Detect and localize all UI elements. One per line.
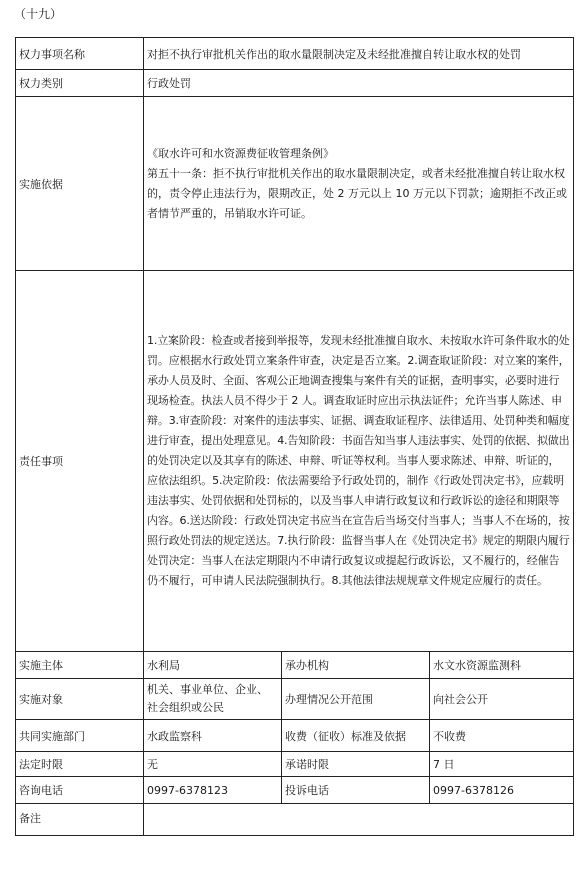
power-category-label: 权力类别 [16,70,144,97]
row-target [16,679,574,720]
consult-phone-label: 咨询电话 [16,777,144,804]
promise-limit-value: 7 日 [430,752,574,777]
power-item-value: 对拒不执行审批机关作出的取水量限制决定及未经批准擅自转让取水权的处罚 [144,38,574,70]
power-category-value: 行政处罚 [144,70,574,97]
row-phone [16,777,574,804]
entity-value: 水利局 [144,652,282,679]
row-remarks [16,804,574,836]
row-joint-dept [16,720,574,752]
row-basis [16,97,574,271]
handling-agency-label: 承办机构 [282,652,430,679]
joint-dept-label: 共同实施部门 [16,720,144,752]
remarks-label: 备注 [16,804,144,836]
basis-article-text: 第五十一条：拒不执行审批机关作出的取水量限制决定，或者未经批准擅自转让取水权的，责令停止违法行为，限期改正，处 2 万元以上 10 万元以下罚款；逾期拒不改正或者情节严重的，吊销取水许可证。 [147,166,567,220]
basis-regulation-title: 《取水许可和水资源费征收管理条例》 [147,146,334,160]
row-power-category [16,70,574,97]
basis-cell [144,97,574,271]
row-legal-limit [16,752,574,777]
joint-dept-value: 水政监察科 [144,720,282,752]
fee-standard-label: 收费（征收）标准及依据 [282,720,430,752]
entity-label: 实施主体 [16,652,144,679]
row-power-item [16,38,574,70]
handling-agency-value: 水文水资源监测科 [430,652,574,679]
legal-limit-label: 法定时限 [16,752,144,777]
responsibility-label: 责任事项 [16,271,144,652]
disclosure-scope-label: 办理情况公开范围 [282,679,430,720]
target-label: 实施对象 [16,679,144,720]
legal-limit-value: 无 [144,752,282,777]
consult-phone-value: 0997-6378123 [144,777,282,804]
basis-label: 实施依据 [16,97,144,271]
complaint-phone-value: 0997-6378126 [430,777,574,804]
target-value: 机关、事业单位、企业、社会组织或公民 [144,679,282,720]
row-entity [16,652,574,679]
fee-standard-value: 不收费 [430,720,574,752]
responsibility-text: 1.立案阶段：检查或者接到举报等，发现未经批准擅自取水、未按取水许可条件取水的处罚。应根据水行政处罚立案条件审查，决定是否立案。2.调查取证阶段：对立案的案件，承办人员及时、全面、客观公正地调查搜集与案件有关的证据，查明事实，必要时进行现场检查。执法人员不得少于 2 人。调查取证时应出示执法证件；允许当事人陈述、申辩。3.审查阶段：对案件的违法事实、证据、调查取证程序、法律适用、处罚种类和幅度进行审查，提出处理意见。4.告知阶段：书面告知当事人违法事实、处罚的依据、拟做出的处罚决定以及其享有的陈述、申辩、听证等权利。当事人要求陈述、申辩、听证的，应依法组织。5.决定阶段：依法需要给予行政处罚的，制作《行政处罚决定书》，应载明违法事实、处罚依据和处罚标的，以及当事人申请行政复议和行政诉讼的途径和期限等内容。6.送达阶段：行政处罚决定书应当在宣告后当场交付当事人；当事人不在场的，按照行政处罚法的规定送达。7.执行阶段：监督当事人在《处罚决定书》规定的期限内履行处罚决定：当事人在法定期限内不申请行政复议或提起行政诉讼，又不履行的，经催告仍不履行，可申请人民法院强制执行。8.其他法律法规规章文件规定应履行的责任。 [144,271,574,652]
section-heading: （十九） [14,7,63,21]
power-item-label: 权力事项名称 [16,38,144,70]
complaint-phone-label: 投诉电话 [282,777,430,804]
power-item-table [15,37,574,836]
row-responsibility [16,271,574,652]
remarks-value [144,804,574,836]
disclosure-scope-value: 向社会公开 [430,679,574,720]
promise-limit-label: 承诺时限 [282,752,430,777]
